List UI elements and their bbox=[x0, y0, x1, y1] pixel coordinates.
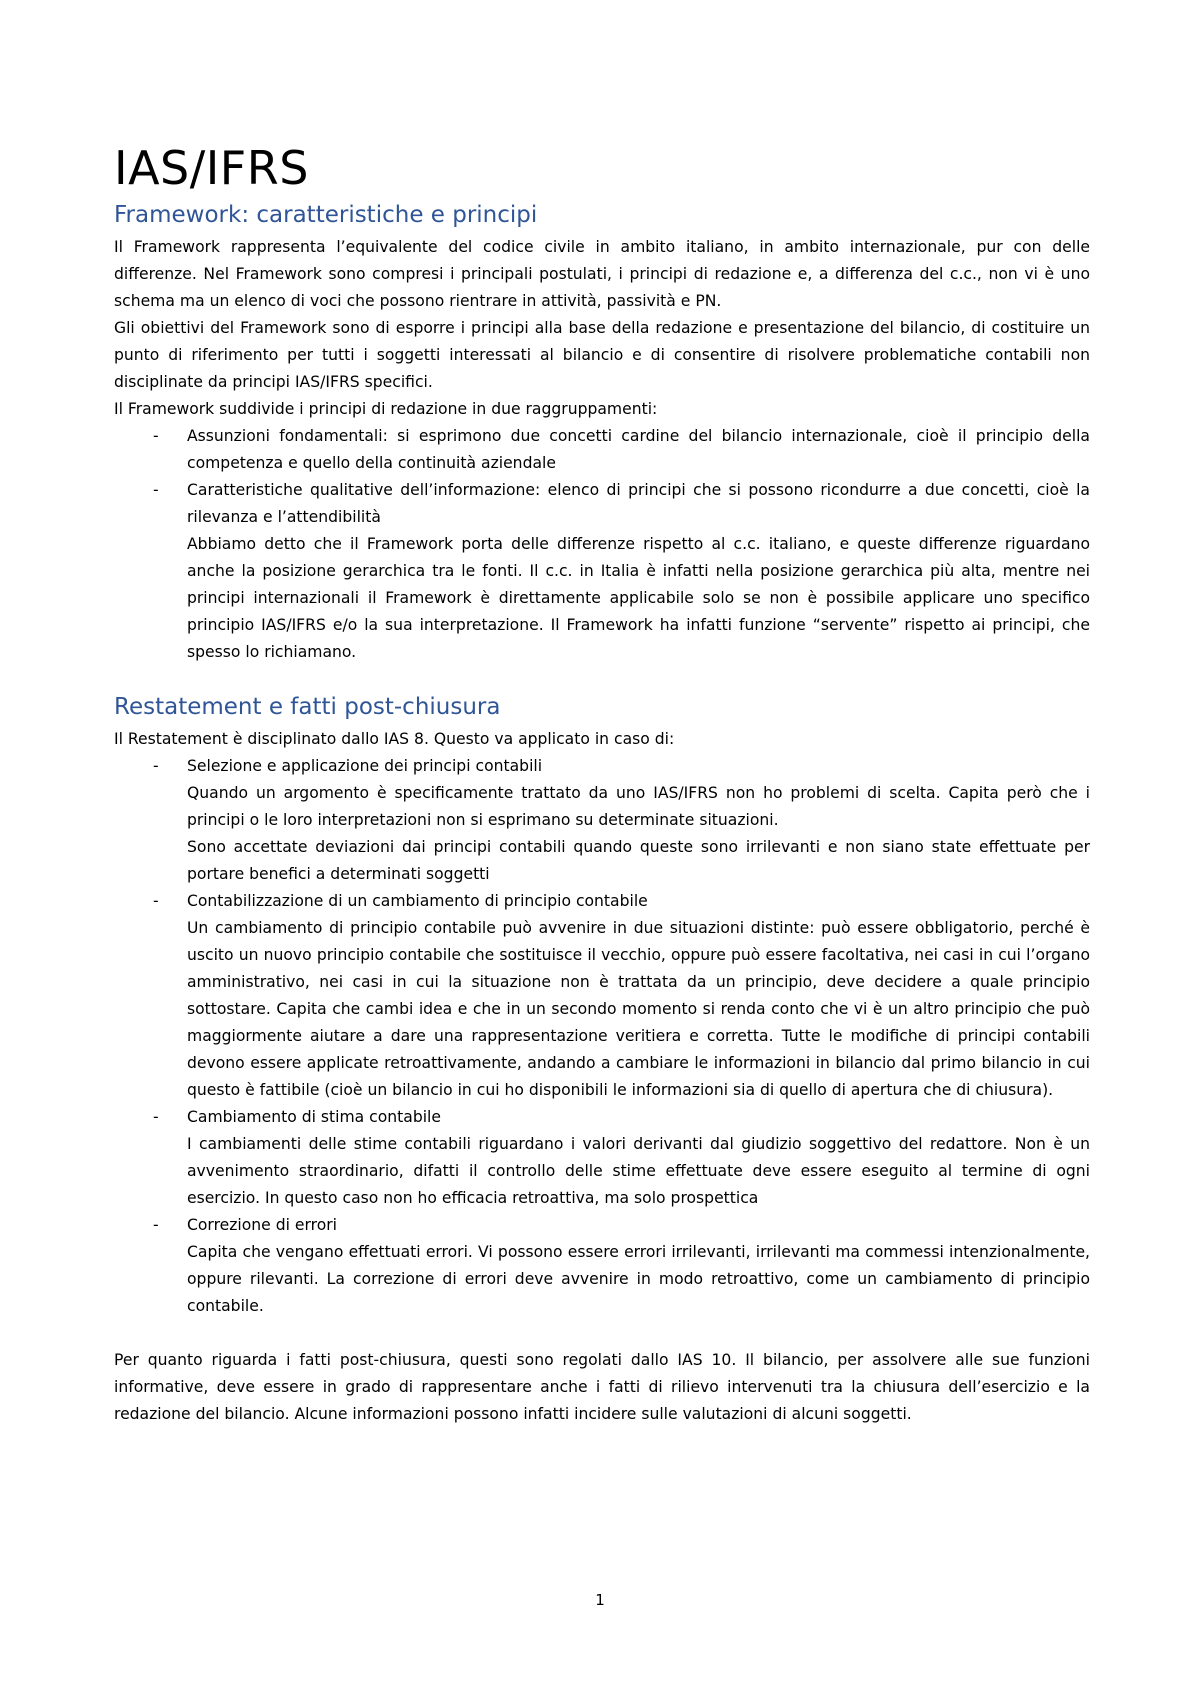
list-item-text: Caratteristiche qualitative dell’informazione: elenco di principi che si possono ricondurre a due concetti, cioè la rilevanza e l’attendibilità bbox=[187, 481, 1090, 526]
dash-bullet: - bbox=[153, 427, 159, 445]
paragraph-spacer bbox=[114, 1320, 1090, 1347]
dash-bullet: - bbox=[153, 1216, 159, 1234]
document-title: IAS/IFRS bbox=[114, 141, 309, 195]
section-heading-restatement: Restatement e fatti post-chiusura bbox=[114, 694, 501, 720]
list-item bbox=[114, 1104, 1090, 1212]
paragraph: Il Framework suddivide i principi di redazione in due raggruppamenti: bbox=[114, 400, 658, 418]
framework-list bbox=[114, 423, 1090, 666]
dash-bullet: - bbox=[153, 892, 159, 910]
list-item-text: Assunzioni fondamentali: si esprimono due concetti cardine del bilancio internazionale, cioè il principio della competenza e quello della continuità aziendale bbox=[187, 427, 1090, 472]
list-item bbox=[114, 423, 1090, 477]
list-item-detail: Quando un argomento è specificamente trattato da uno IAS/IFRS non ho problemi di scelta. Capita però che i principi o le loro interpretazioni non si esprimano su determinate situazioni. bbox=[187, 784, 1090, 829]
list-item-detail: Sono accettate deviazioni dai principi contabili quando queste sono irrilevanti e non siano state effettuate per portare benefici a determinati soggetti bbox=[187, 838, 1090, 883]
list-item bbox=[114, 1212, 1090, 1320]
list-item-label: Contabilizzazione di un cambiamento di principio contabile bbox=[187, 892, 648, 910]
list-item-label: Cambiamento di stima contabile bbox=[187, 1108, 441, 1126]
list-item-label: Selezione e applicazione dei principi contabili bbox=[187, 757, 543, 775]
dash-bullet: - bbox=[153, 757, 159, 775]
list-item-detail: I cambiamenti delle stime contabili riguardano i valori derivanti dal giudizio soggettivo del redattore. Non è un avvenimento straordinario, difatti il controllo delle stime effettuate deve essere eseguito al termine di ogni esercizio. In questo caso non ho efficacia retroattiva, ma solo prospettica bbox=[187, 1135, 1090, 1207]
document-page bbox=[114, 140, 1090, 1428]
list-item bbox=[114, 888, 1090, 1104]
restatement-list bbox=[114, 753, 1090, 1320]
list-item-label: Correzione di errori bbox=[187, 1216, 337, 1234]
paragraph: Per quanto riguarda i fatti post-chiusura, questi sono regolati dallo IAS 10. Il bilancio, per assolvere alle sue funzioni informative, deve essere in grado di rappresentare anche i fatti di rilievo intervenuti tra la chiusura dell’esercizio e la redazione del bilancio. Alcune informazioni possono infatti incidere sulle valutazioni di alcuni soggetti. bbox=[114, 1351, 1090, 1423]
section-heading-framework: Framework: caratteristiche e principi bbox=[114, 202, 538, 228]
dash-bullet: - bbox=[153, 481, 159, 499]
paragraph: Il Framework rappresenta l’equivalente del codice civile in ambito italiano, in ambito internazionale, pur con delle differenze. Nel Framework sono compresi i principali postulati, i principi di redazione e, a differenza del c.c., non vi è uno schema ma un elenco di voci che possono rientrare in attività, passività e PN. bbox=[114, 238, 1090, 310]
paragraph: Il Restatement è disciplinato dallo IAS 8. Questo va applicato in caso di: bbox=[114, 730, 675, 748]
paragraph: Gli obiettivi del Framework sono di esporre i principi alla base della redazione e presentazione del bilancio, di costituire un punto di riferimento per tutti i soggetti interessati al bilancio e di consentire di risolvere problematiche contabili non disciplinate da principi IAS/IFRS specifici. bbox=[114, 319, 1090, 391]
page-number: 1 bbox=[595, 1591, 605, 1609]
list-item-detail: Abbiamo detto che il Framework porta delle differenze rispetto al c.c. italiano, e queste differenze riguardano anche la posizione gerarchica tra le fonti. Il c.c. in Italia è infatti nella posizione gerarchica più alta, mentre nei principi internazionali il Framework è direttamente applicabile solo se non è possibile applicare uno specifico principio IAS/IFRS e/o la sua interpretazione. Il Framework ha infatti funzione “servente” rispetto ai principi, che spesso lo richiamano. bbox=[187, 535, 1090, 661]
list-item bbox=[114, 753, 1090, 888]
list-item-detail: Un cambiamento di principio contabile può avvenire in due situazioni distinte: può essere obbligatorio, perché è uscito un nuovo principio contabile che sostituisce il vecchio, oppure può essere facoltativa, nei casi in cui l’organo amministrativo, nei casi in cui la situazione non è trattata da un principio, deve decidere a quale principio sottostare. Capita che cambi idea e che in un secondo momento si renda conto che vi è un altro principio che può maggiormente aiutare a dare una rappresentazione veritiera e corretta. Tutte le modifiche di principi contabili devono essere applicate retroattivamente, andando a cambiare le informazioni in bilancio dal primo bilancio in cui questo è fattibile (cioè un bilancio in cui ho disponibili le informazioni sia di quello di apertura che di chiusura). bbox=[187, 919, 1090, 1099]
list-item bbox=[114, 477, 1090, 666]
dash-bullet: - bbox=[153, 1108, 159, 1126]
list-item-detail: Capita che vengano effettuati errori. Vi possono essere errori irrilevanti, irrilevanti ma commessi intenzionalmente, oppure rilevanti. La correzione di errori deve avvenire in modo retroattivo, come un cambiamento di principio contabile. bbox=[187, 1243, 1090, 1315]
